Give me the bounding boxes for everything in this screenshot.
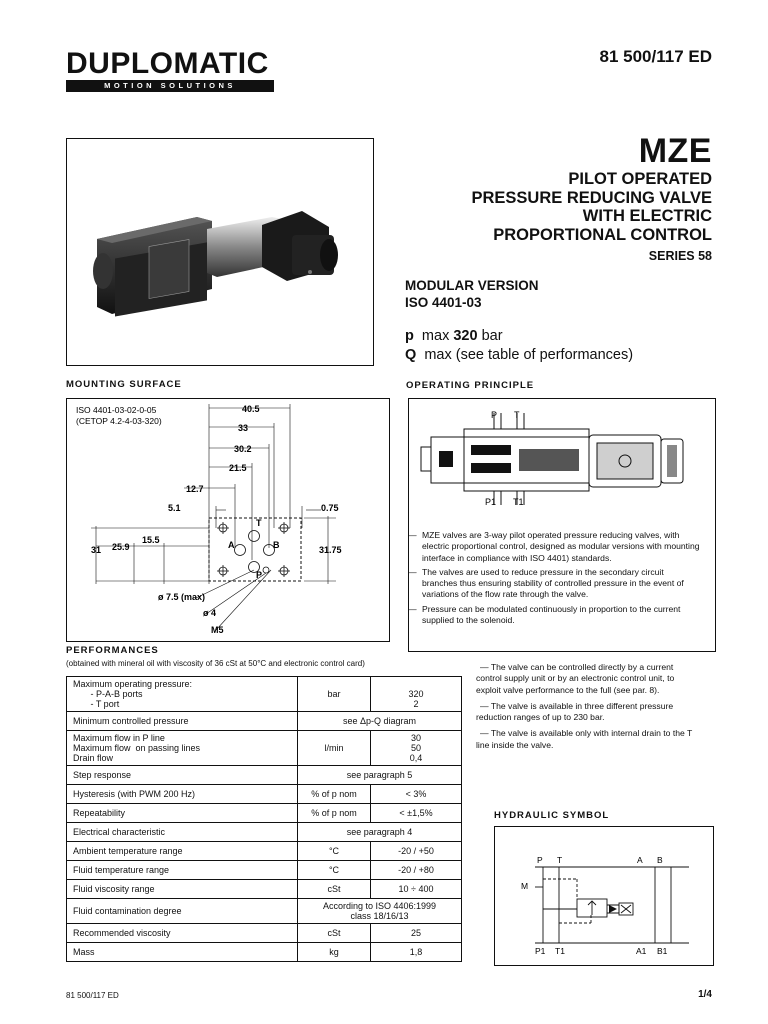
performance-row: [67, 731, 462, 766]
company-logo: DUPLOMATIC: [66, 47, 269, 80]
dim-15-5: 15.5: [142, 535, 160, 545]
performances-heading: PERFORMANCES: [66, 645, 159, 656]
footer-doc-number: 81 500/117 ED: [66, 991, 119, 1000]
performance-value: see paragraph 4: [298, 823, 462, 842]
pressure-symbol: p: [405, 328, 414, 344]
description-bullet: [408, 567, 700, 601]
pressure-prefix: max: [421, 328, 450, 344]
performance-value: < 3%: [371, 785, 462, 804]
performance-label: Fluid contamination degree: [67, 899, 298, 924]
performance-unit: cSt: [298, 924, 371, 943]
performance-row: [67, 712, 462, 731]
performance-unit: °C: [298, 842, 371, 861]
performance-unit: % of p nom: [298, 804, 371, 823]
hydraulic-symbol-heading: HYDRAULIC SYMBOL: [494, 810, 610, 821]
version-line: MODULAR VERSION: [405, 278, 539, 293]
version-line: ISO 4401-03: [405, 294, 482, 310]
dim-dia-7-5: ø 7.5 (max): [158, 592, 206, 602]
pressure-value: 320: [453, 328, 478, 344]
bullet-mark: —: [408, 566, 417, 577]
performance-label: Hysteresis (with PWM 200 Hz): [67, 785, 298, 804]
op-label-p: P: [491, 410, 498, 420]
dim-m5: M5: [211, 625, 224, 635]
performance-label: Recommended viscosity: [67, 924, 298, 943]
port-label-a: A: [228, 540, 235, 550]
page-number: 1/4: [698, 989, 712, 1000]
bullet-text: The valves are used to reduce pressure in the secondary circuit branches thus ensuring stability of controlled pressure in the event of variations of the flow rate through the valve.: [422, 566, 684, 600]
performance-row: [67, 766, 462, 785]
performance-label: Repeatability: [67, 804, 298, 823]
performance-row: [67, 804, 462, 823]
performance-value: see Δp-Q diagram: [298, 712, 462, 731]
description-bullet: [408, 604, 700, 627]
title-line: PILOT OPERATED: [568, 170, 712, 188]
performance-label: Step response: [67, 766, 298, 785]
title-line: PRESSURE REDUCING VALVE: [471, 188, 712, 207]
performance-value: see paragraph 5: [298, 766, 462, 785]
description-paragraph: — The valve can be controlled directly by a current control supply unit or by an electronic control unit, to exploit valve performance to the full (see par. 8).: [476, 662, 675, 695]
dim-12-7: 12.7: [186, 484, 204, 494]
version-label: [405, 278, 539, 311]
performance-label: Maximum flow in P line Maximum flow on passing lines Drain flow: [67, 731, 298, 766]
performance-row: [67, 943, 462, 962]
performance-unit: % of p nom: [298, 785, 371, 804]
performance-label: Fluid viscosity range: [67, 880, 298, 899]
dim-21-5: 21.5: [229, 463, 247, 473]
flow-text: max (see table of performances): [424, 347, 634, 363]
hyd-label-a: A: [637, 855, 643, 865]
dim-0-75: 0.75: [321, 503, 339, 513]
hyd-label-m: M: [521, 881, 529, 891]
port-label-t: T: [256, 518, 262, 528]
pressure-spec: [405, 327, 633, 346]
performance-row: [67, 924, 462, 943]
dim-30-2: 30.2: [234, 444, 252, 454]
description-paragraph: — The valve is available in three different pressure reduction ranges of up to 230 bar.: [476, 700, 674, 723]
hydraulic-symbol-box: [494, 826, 714, 966]
operating-description: [408, 530, 700, 626]
performance-unit: cSt: [298, 880, 371, 899]
performance-value: -20 / +80: [371, 861, 462, 880]
description-paragraph: — The valve is available only with internal drain to the T line inside the valve.: [476, 728, 693, 750]
document-number: 81 500/117 ED: [599, 47, 712, 66]
pressure-unit: bar: [481, 328, 503, 344]
performance-row: [67, 677, 462, 712]
valve-section-drawing: [409, 399, 715, 519]
bullet-text: Pressure can be modulated continuously in proportion to the current supplied to the solenoid.: [422, 603, 681, 626]
op-label-t1: T1: [513, 497, 524, 507]
performance-value: 320 2: [371, 677, 462, 712]
company-tagline: MOTION SOLUTIONS: [66, 80, 274, 92]
series-label: SERIES 58: [648, 249, 712, 263]
dim-40-5: 40.5: [242, 404, 260, 414]
dim-dia-4: ø 4: [203, 608, 217, 618]
performance-value: 25: [371, 924, 462, 943]
hyd-label-t: T: [557, 855, 563, 865]
performance-value: 1,8: [371, 943, 462, 962]
hyd-label-b1: B1: [657, 946, 668, 956]
op-label-t: T: [514, 410, 520, 420]
operating-principle-heading: OPERATING PRINCIPLE: [406, 380, 535, 391]
performance-unit: °C: [298, 861, 371, 880]
iso-standard-line2: (CETOP 4.2-4-03-320): [76, 416, 162, 426]
hyd-label-p1: P1: [535, 946, 546, 956]
hyd-label-a1: A1: [636, 946, 647, 956]
dim-33: 33: [238, 423, 249, 433]
valve-photo-illustration: [67, 139, 373, 365]
pressure-flow-spec: [405, 327, 633, 365]
mounting-surface-svg: [66, 398, 390, 642]
performance-label: Mass: [67, 943, 298, 962]
product-code: MZE: [638, 132, 712, 170]
operating-extra-text: [476, 662, 700, 756]
performance-label: Fluid temperature range: [67, 861, 298, 880]
hyd-label-t1: T1: [555, 946, 565, 956]
mounting-surface-heading: MOUNTING SURFACE: [66, 379, 182, 390]
performance-value: 30 50 0,4: [371, 731, 462, 766]
description-bullet: [408, 530, 700, 564]
performance-value: < ±1,5%: [371, 804, 462, 823]
performance-row: [67, 861, 462, 880]
performance-row: [67, 785, 462, 804]
bullet-mark: —: [408, 530, 417, 540]
performance-value: 10 ÷ 400: [371, 880, 462, 899]
performance-value: -20 / +50: [371, 842, 462, 861]
bullet-mark: —: [408, 603, 417, 614]
title-line: PROPORTIONAL CONTROL: [493, 225, 712, 244]
performance-value: According to ISO 4406:1999 class 18/16/13: [298, 899, 462, 924]
op-label-p1: P1: [485, 497, 497, 507]
performances-note: (obtained with mineral oil with viscosity of 36 cSt at 50°C and electronic control card): [66, 659, 365, 668]
product-photo: [66, 138, 374, 366]
port-label-b: B: [273, 540, 280, 550]
performance-unit: bar: [298, 677, 371, 712]
dim-5-1: 5.1: [168, 503, 181, 513]
performances-table: [66, 676, 462, 962]
product-title: [471, 170, 712, 244]
port-label-p: P: [256, 570, 263, 580]
performance-row: [67, 880, 462, 899]
performance-label: Ambient temperature range: [67, 842, 298, 861]
performance-label: Maximum operating pressure: - P-A-B ports - T port: [67, 677, 298, 712]
performance-row: [67, 823, 462, 842]
mounting-surface-drawing: [66, 398, 390, 642]
dim-31: 31: [91, 545, 102, 555]
title-line: WITH ELECTRIC: [582, 207, 712, 225]
performance-unit: l/min: [298, 731, 371, 766]
hyd-label-p: P: [537, 855, 543, 865]
performance-row: [67, 842, 462, 861]
performance-label: Minimum controlled pressure: [67, 712, 298, 731]
performance-label: Electrical characteristic: [67, 823, 298, 842]
hydraulic-symbol-svg: [495, 827, 713, 965]
flow-symbol: Q: [405, 347, 417, 363]
dim-25-9: 25.9: [112, 542, 130, 552]
flow-spec: [405, 346, 633, 365]
dim-31-75: 31.75: [319, 545, 342, 555]
hyd-label-b: B: [657, 855, 663, 865]
performance-unit: kg: [298, 943, 371, 962]
performance-row: [67, 899, 462, 924]
iso-standard-line1: ISO 4401-03-02-0-05: [76, 405, 157, 415]
bullet-text: MZE valves are 3-way pilot operated pressure reducing valves, with electric proportional control, designed as modular versions with mounting interface in compliance with ISO 4401) standards.: [422, 530, 700, 563]
